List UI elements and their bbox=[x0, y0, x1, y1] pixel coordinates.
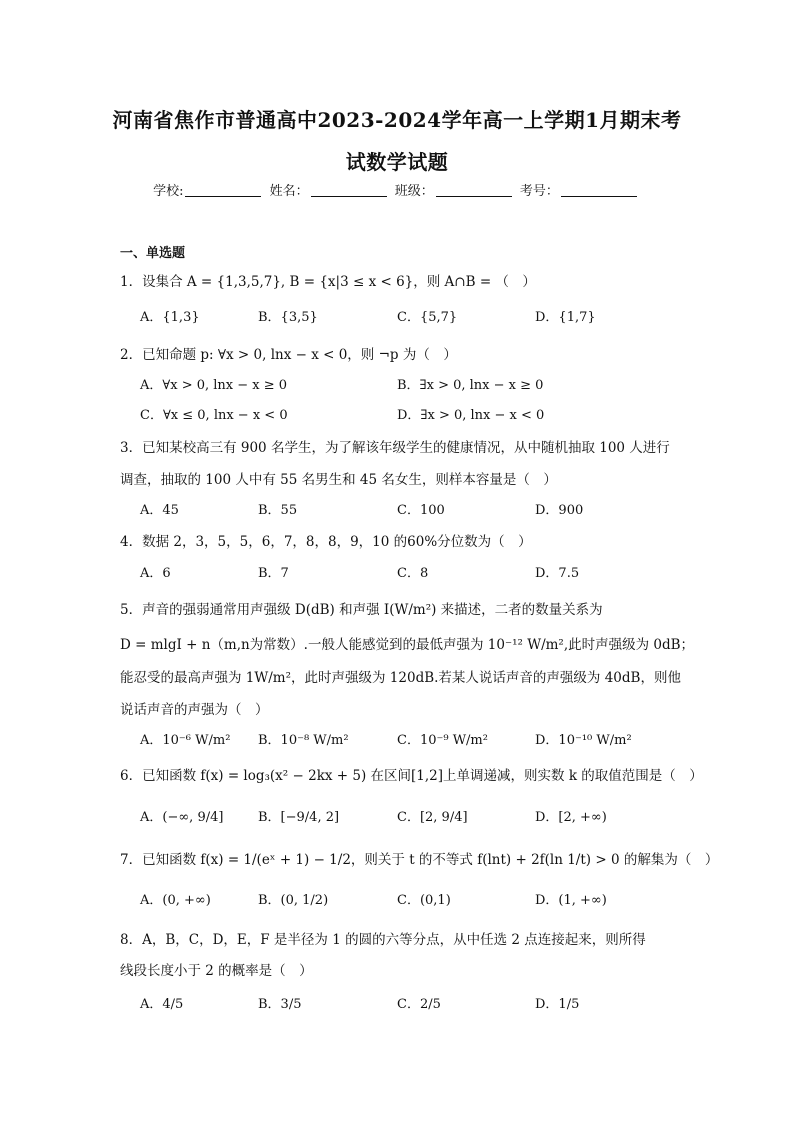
q2-option-a: A．∀x > 0, lnx − x ≥ 0 bbox=[140, 378, 288, 393]
q5-option-b: B．10⁻⁸ W/m² bbox=[258, 733, 349, 748]
question-5-stem-line4: 说话声音的声强为（ ） bbox=[120, 702, 269, 718]
q8-option-a: A．4/5 bbox=[140, 997, 184, 1012]
name-blank bbox=[311, 184, 387, 197]
question-3-stem-line1: 3．已知某校高三有 900 名学生，为了解该年级学生的健康情况，从中随机抽取 100 人进行 bbox=[120, 440, 670, 456]
q3-option-d: D．900 bbox=[535, 503, 584, 518]
q8-option-c: C．2/5 bbox=[397, 997, 441, 1012]
q1-option-a: A．{1,3} bbox=[140, 310, 200, 325]
question-8-stem-line1: 8．A，B，C，D，E，F 是半径为 1 的圆的六等分点，从中任选 2 点连接起来，则所得 bbox=[120, 932, 646, 948]
school-blank bbox=[185, 184, 261, 197]
question-5-stem-line3: 能忍受的最高声强为 1W/m²，此时声强级为 120dB.若某人说话声音的声强级为 40dB，则他 bbox=[120, 670, 681, 686]
exam-title-line2: 试数学试题 bbox=[345, 150, 449, 174]
q7-option-d: D．(1, +∞) bbox=[535, 893, 607, 908]
q7-option-a: A．(0, +∞) bbox=[140, 893, 211, 908]
question-3-stem-line2: 调查，抽取的 100 人中有 55 名男生和 45 名女生，则样本容量是（ ） bbox=[120, 472, 557, 488]
q1-option-c: C．{5,7} bbox=[397, 310, 458, 325]
question-1-stem: 1．设集合 A = {1,3,5,7}, B = {x|3 ≤ x < 6}，则 A∩B = （ ） bbox=[120, 274, 536, 290]
q2-option-c: C．∀x ≤ 0, lnx − x < 0 bbox=[140, 408, 288, 423]
school-label: 学校: bbox=[153, 184, 184, 199]
exam-no-label: 考号： bbox=[519, 184, 559, 199]
q7-option-c: C．(0,1) bbox=[397, 893, 451, 908]
q3-option-c: C．100 bbox=[397, 503, 445, 518]
q5-option-c: C．10⁻⁹ W/m² bbox=[397, 733, 488, 748]
student-info-row bbox=[0, 180, 794, 199]
q6-option-d: D．[2, +∞) bbox=[535, 810, 607, 825]
exam-no-blank bbox=[561, 184, 637, 197]
q2-option-d: D．∃x > 0, lnx − x < 0 bbox=[397, 408, 545, 423]
question-5-stem-line2: D = mlgI + n（m,n为常数）.一般人能感觉到的最低声强为 10⁻¹² W/m²,此时声强级为 0dB； bbox=[120, 637, 695, 653]
q6-option-c: C．[2, 9/4] bbox=[397, 810, 468, 825]
name-label: 姓名： bbox=[269, 184, 309, 199]
q3-option-b: B．55 bbox=[258, 503, 298, 518]
q5-option-d: D．10⁻¹⁰ W/m² bbox=[535, 733, 632, 748]
q6-option-a: A．(−∞, 9/4] bbox=[140, 810, 224, 825]
q6-option-b: B．[−9/4, 2] bbox=[258, 810, 340, 825]
class-label: 班级： bbox=[394, 184, 434, 199]
q4-option-a: A．6 bbox=[140, 566, 171, 581]
q2-option-b: B．∃x > 0, lnx − x ≥ 0 bbox=[397, 378, 544, 393]
question-5-stem-line1: 5．声音的强弱通常用声强级 D(dB) 和声强 I(W/m²) 来描述，二者的数量关系为 bbox=[120, 602, 603, 618]
q7-option-b: B．(0, 1/2) bbox=[258, 893, 329, 908]
section-title: 一、单选题 bbox=[120, 246, 186, 261]
question-7-stem: 7．已知函数 f(x) = 1/(eˣ + 1) − 1/2，则关于 t 的不等式 f(lnt) + 2f(ln 1/t) > 0 的解集为（ ） bbox=[120, 852, 719, 868]
q3-option-a: A．45 bbox=[140, 503, 179, 518]
question-2-stem: 2．已知命题 p: ∀x > 0, lnx − x < 0，则 ¬p 为（ ） bbox=[120, 347, 457, 363]
q5-option-a: A．10⁻⁶ W/m² bbox=[140, 733, 231, 748]
q1-option-b: B．{3,5} bbox=[258, 310, 318, 325]
class-blank bbox=[436, 184, 512, 197]
q4-option-b: B．7 bbox=[258, 566, 289, 581]
q4-option-c: C．8 bbox=[397, 566, 429, 581]
q4-option-d: D．7.5 bbox=[535, 566, 580, 581]
question-6-stem: 6．已知函数 f(x) = log₃(x² − 2kx + 5) 在区间[1,2]上单调递减，则实数 k 的取值范围是（ ） bbox=[120, 768, 703, 784]
q1-option-d: D．{1,7} bbox=[535, 310, 596, 325]
exam-title-line1: 河南省焦作市普通高中2023-2024学年高一上学期1月期末考 bbox=[112, 108, 682, 132]
q8-option-b: B．3/5 bbox=[258, 997, 302, 1012]
question-4-stem: 4．数据 2，3，5，5，6，7，8，8，9，10 的60%分位数为（ ） bbox=[120, 534, 532, 550]
q8-option-d: D．1/5 bbox=[535, 997, 580, 1012]
question-8-stem-line2: 线段长度小于 2 的概率是（ ） bbox=[120, 963, 313, 979]
